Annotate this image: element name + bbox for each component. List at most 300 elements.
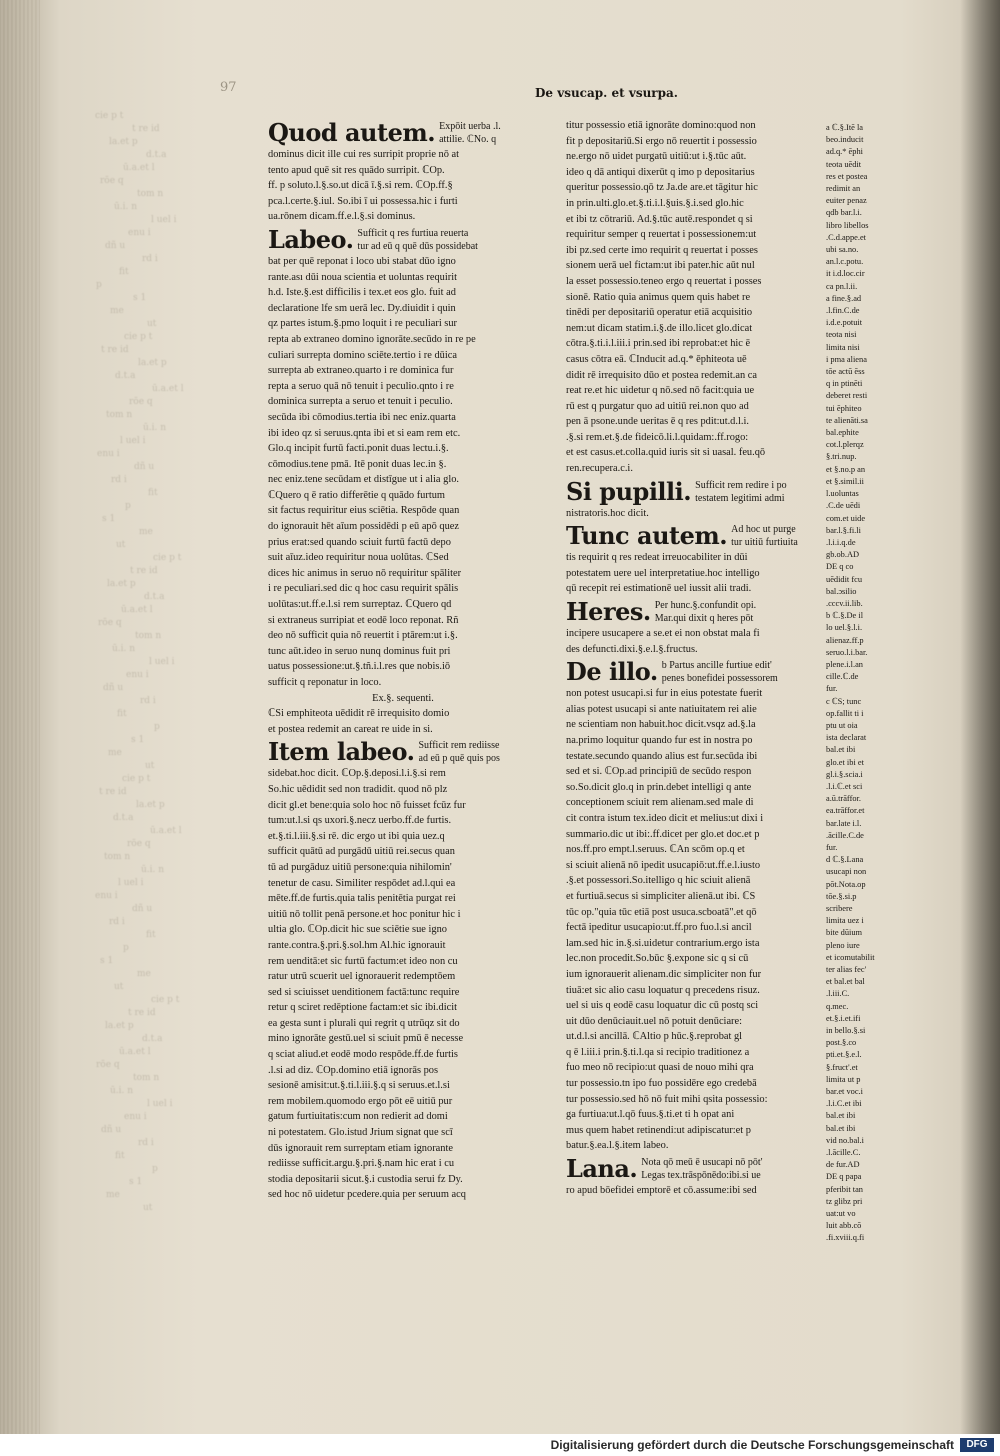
text-line: sionem uerā uel fictam:ut ibi pater.hic aūt nul: [566, 260, 755, 272]
text-line: summario.dic ut ibi:.ff.dicet per glo.et doc.et p: [566, 828, 760, 840]
bleed-line: dñ u: [134, 462, 155, 472]
bleed-line: l uel i: [118, 878, 144, 888]
text-line: rediisse sufficit.argu.§.pri.§.nam hic erat i cu: [268, 1158, 455, 1170]
text-block: [566, 1183, 816, 1199]
text-line: euiter penaz: [826, 196, 867, 206]
bleed-line: ut: [147, 319, 157, 329]
text-line: .ācille.C.de: [826, 830, 864, 840]
text-line: potestatem uere uel interpretatiue.hoc intelligo: [566, 567, 760, 579]
text-line: op.fallit ti i: [826, 708, 864, 718]
bleed-line: l uel i: [120, 436, 146, 446]
text-line: cille.ℂ.de: [826, 672, 859, 682]
text-line: deo nō sufficit quia nō reuertit i ptārem:ut i.§.: [268, 630, 458, 642]
text-line: fur.: [826, 842, 838, 852]
text-line: et furtiuā.secus si simpliciter alienā.ut ibi. ℂS: [566, 890, 756, 902]
text-block: [268, 254, 538, 691]
text-line: tenetur de casu. Similiter respōdet ad.l.qui ea: [268, 877, 456, 889]
text-line: declaratione lfe sm uerā lec. Dy.diuidit i quin: [268, 302, 456, 314]
text-line: rem uenditā:et sic furtū factum:et ideo non cu: [268, 955, 458, 967]
lemma-word: Si pupilli.: [566, 476, 692, 506]
bleed-line: s 1: [131, 735, 145, 745]
lemma-side: [357, 227, 478, 253]
text-line: a ℂ.§.Itē la: [826, 123, 864, 132]
text-line: ideo q dā antiqui dixerūt q imo p depositarius: [566, 166, 755, 178]
text-line: Ad hoc ut purge: [731, 524, 796, 536]
text-line: ultia glo. ℂOp.dicit hic sue sciētie sue igno: [268, 924, 447, 936]
bleed-line: d.t.a: [115, 371, 136, 381]
text-line: ptu ut oia: [826, 720, 858, 730]
text-line: gatum furtiuitatis:cum non redierit ad domi: [268, 1111, 448, 1123]
text-line: culiari surrepta domino sciēte.tertio i re dūica: [268, 349, 457, 361]
text-line: pti.et.§.e.l.: [826, 1050, 862, 1060]
text-line: d ℂ.§.Lana: [826, 855, 864, 865]
text-line: gb.ob.AD: [826, 550, 860, 560]
text-line: .l.iii.C.: [826, 989, 850, 999]
text-line: mēte.ff.de furtis.quia talis penitētia purgat rei: [268, 893, 456, 905]
text-line: alienaz.ff.p: [826, 635, 864, 645]
text-line: do ignorauit hēt aīum possidēdi p eū apō quez: [268, 521, 460, 533]
text-line: suit aīuz.ideo requiritur noua uolūtas. ℂSed: [268, 552, 449, 564]
text-line: ro apud bōefidei emptorē et cō.assume:ibi sed: [566, 1185, 757, 1197]
bleed-line: me: [106, 1190, 120, 1200]
text-line: testate.secundo quando alius est fur.secūda ibi: [566, 750, 758, 762]
text-line: .C.de uēdi: [826, 501, 861, 511]
text-line: fuo meo nō recipio:ut quasi de nouo mihi qra: [566, 1062, 754, 1074]
text-line: bar.late i.l.: [826, 818, 862, 828]
bleed-line: p: [96, 280, 102, 290]
bleed-line: cie p t: [122, 774, 151, 784]
bleed-line: fit: [146, 930, 156, 940]
running-title: De vsucap. et vsurpa.: [535, 86, 678, 100]
bleed-line: p: [123, 943, 129, 953]
bleed-line: l uel i: [149, 657, 175, 667]
text-line: so.So.dicit glo.q in prin.debet intelligi q ante: [566, 781, 752, 793]
text-line: luit abb.cō: [826, 1221, 862, 1231]
bleed-line: fit: [119, 267, 129, 277]
text-line: deberet resti: [826, 391, 868, 401]
text-line: tur ad eū q quē dūs possidebat: [357, 240, 478, 252]
text-line: secūda ibi cōmodius.tertia ibi nec eniz.quarta: [268, 411, 456, 423]
text-line: tiuā:et sic alio casu loquatur q precedens risuz.: [566, 984, 760, 996]
text-line: Legas tex.trāspōnēdo:ibi.si ue: [641, 1170, 761, 1182]
text-line: ea.trāffor.et: [826, 806, 865, 816]
lemma-side: [419, 739, 500, 765]
text-line: qdb bar.l.i.: [826, 208, 862, 218]
lemma-side: [655, 599, 756, 625]
text-line: §.fruct'.et: [826, 1062, 858, 1072]
bleed-line: ū.i. n: [112, 644, 136, 654]
text-line: et icomutabilit: [826, 952, 875, 962]
bleed-line: ut: [145, 761, 155, 771]
text-line: seruo.l.i.bar.: [826, 647, 868, 657]
text-line: didit rē irrequisito dūo et postea redemit.an ca: [566, 369, 758, 381]
lemma-side: [662, 659, 778, 685]
text-line: tz glibz pri: [826, 1196, 863, 1206]
bleed-line: d.t.a: [146, 150, 167, 160]
text-line: cōtra.§.ti.i.l.iii.i prin.sed ibi reprobat:et hic ē: [566, 338, 751, 350]
text-line: ℂQuero q ē ratio differētie q quādo furtum: [268, 489, 446, 501]
text-line: h.d. Iste.§.est difficilis i tex.et eos glo. fuit ad: [268, 287, 456, 299]
bleed-line: dñ u: [105, 241, 126, 251]
bleed-line: la.et p: [136, 800, 165, 810]
text-line: Nota qō meū ē usucapi nō pōt': [641, 1157, 763, 1169]
bleed-line: ut: [143, 1203, 153, 1213]
text-line: rante.contra.§.pri.§.sol.hm Al.hic ignorauit: [268, 939, 446, 951]
text-line: uatus possessione:ut.§.tñ.i.l.res que nobis.iō: [268, 661, 451, 673]
text-line: Mar.qui dixit q heres pōt: [654, 613, 754, 625]
lemma-tunc-autem: [566, 523, 816, 549]
text-line: b Partus ancille furtiue edit': [661, 660, 772, 672]
text-block: [566, 118, 816, 477]
text-line: ter alias fec': [826, 965, 867, 975]
text-line: ibi pz.sed certe imo requirit q reuertat i posses: [566, 244, 758, 256]
text-line: bat per quē reponat i loco ubi stabat dūo igno: [268, 255, 456, 267]
text-line: bal.ɔsilio: [826, 586, 857, 596]
text-line: bal.et ibi: [826, 745, 856, 755]
text-line: limita ut p: [826, 1074, 861, 1084]
text-line: §.tri.nup.: [826, 452, 857, 462]
bleed-line: cie p t: [153, 553, 182, 563]
text-line: fur.: [826, 684, 838, 694]
lemma-heres: [566, 599, 816, 625]
bleed-line: p: [125, 501, 131, 511]
bleed-line: la.et p: [105, 1021, 134, 1031]
bleed-line: rd i: [142, 254, 158, 264]
text-line: sionē. Ratio quia animus quem quis habet re: [566, 291, 751, 303]
bleed-line: me: [108, 748, 122, 758]
bleed-line: d.t.a: [142, 1034, 163, 1044]
bleed-line: s 1: [133, 293, 147, 303]
text-line: ℂSi emphiteota uēdidit rē irrequisito domio: [268, 708, 450, 720]
bleed-line: s 1: [129, 1177, 143, 1187]
text-block: [268, 766, 538, 1203]
bleed-line: tom n: [133, 1073, 160, 1083]
text-line: .l.si ad diz. ℂOp.domino etiā ignorās pos: [268, 1064, 439, 1076]
text-line: alias potest usucapi si ante natiuitatem rei alie: [566, 703, 757, 715]
marginal-gloss-column: [826, 122, 888, 1245]
text-line: .§.si rem.et.§.de fideicō.li.l.quidam:.ff.rogo:: [566, 431, 749, 443]
bleed-line: tom n: [106, 410, 133, 420]
lemma-word: Quod autem.: [268, 118, 436, 147]
text-line: .l.i.C.et ibi: [826, 1099, 862, 1109]
text-line: cit contra istum tex.ideo dicit et melius:ut dixi i: [566, 812, 764, 824]
text-line: com.et uide: [826, 513, 866, 523]
text-line: ium ignorauerit alienam.dic simpliciter non fur: [566, 968, 762, 980]
text-line: qū recepit rei estimationē uel iussit alii tradi.: [566, 583, 752, 595]
text-line: sed et si. ℂOp.ad principiū de secūdo respon: [566, 766, 752, 778]
bleed-line: ū.i. n: [143, 423, 167, 433]
text-line: tū ad purgāduz uitiū persone:quia nihilomin': [268, 861, 452, 873]
bleed-line: ū.a.et l: [121, 605, 153, 615]
bleed-line: enu i: [97, 449, 120, 459]
bleed-line: fit: [117, 709, 127, 719]
text-line: casus cōtra eā. ℂInducit ad.q.* ēphiteota uē: [566, 353, 747, 365]
bleed-line: t re id: [101, 345, 129, 355]
bleed-line: t re id: [99, 787, 127, 797]
bleed-line: dñ u: [132, 904, 153, 914]
lemma-word: Tunc autem.: [566, 521, 728, 551]
text-line: uat:ut vo: [826, 1209, 856, 1219]
text-line: .l.ācille.C.: [826, 1148, 861, 1158]
bleed-line: rōe q: [127, 839, 151, 849]
text-line: dices hic animus in seruo nō requiritur spāliter: [268, 567, 462, 579]
text-line: tur uitiū furtiuita: [731, 537, 798, 549]
bleed-line: p: [154, 722, 160, 732]
text-line: plene.i.l.an: [826, 659, 863, 669]
bleed-line: cie p t: [124, 332, 153, 342]
lemma-word: Labeo.: [268, 224, 354, 254]
bleed-line: me: [139, 527, 153, 537]
text-line: So.hic uēdidit sed non tradidit. quod nō plz: [268, 783, 448, 795]
bleed-line: enu i: [128, 228, 151, 238]
text-line: de fur.AD: [826, 1160, 860, 1170]
text-line: te alienāti.sa: [826, 415, 868, 425]
bleed-line: la.et p: [138, 358, 167, 368]
text-line: lam.sed hic in.§.si.uidetur contrarium.ergo ista: [566, 937, 760, 949]
text-line: pca.l.certe.§.iul. So.ibi ī ui possessa.hic i furti: [268, 195, 458, 207]
text-line: nem:ut dicam statim.i.§.de illo.licet glo.dicat: [566, 322, 753, 334]
text-line: queritur possessio.qō tz Ja.de are.et tāgitur hic: [566, 182, 758, 194]
footer-bar: [0, 1434, 1000, 1456]
text-line: tis requirit q res redeat irreuocabiliter in dūi: [566, 552, 748, 564]
text-line: des defuncti.dixi.§.e.l.§.fructus.: [566, 643, 698, 655]
text-line: ua.rōnem dicam.ff.e.l.§.si dominus.: [268, 211, 416, 223]
bleed-line: ū.a.et l: [152, 384, 184, 394]
lemma-side: [695, 479, 786, 505]
text-line: incipere usucapere a se.et ei non obstat mala fi: [566, 628, 760, 640]
text-line: ut.d.l.si ancillā. ℂAltio p hūc.§.reprobat gl: [566, 1031, 743, 1043]
text-line: q ē l.iii.i prin.§.ti.l.qa si recipio traditionez a: [566, 1046, 750, 1058]
text-line: requiritur semper q reuertat i possessionem:ut: [566, 229, 757, 241]
text-line: qz partes istum.§.pmo loquit i re peculiari sur: [268, 318, 458, 330]
text-line: ad.q.* ēphi: [826, 147, 863, 157]
text-line: Sufficit rem redire i po: [695, 479, 787, 491]
text-line: uit dūo denūciauit.uel nō potuit denūciare:: [566, 1015, 743, 1027]
bleed-line: rd i: [140, 696, 156, 706]
text-line: nec eniz.tene secūdam et distīgue ut i alia glo.: [268, 474, 460, 486]
text-line: la esset possessio.teneo ergo q reuertat i posses: [566, 275, 762, 287]
text-block: [566, 550, 816, 597]
text-line: .C.d.appe.et: [826, 232, 867, 242]
text-line: ff. p soluto.l.§.so.ut dicā ī.§.si rem. ℂOp.ff.§: [268, 180, 453, 192]
text-line: repta a seruo quā nō tenuit i peculio.qnto i re: [268, 380, 454, 392]
text-line: an.l.c.potu.: [826, 257, 864, 267]
page-edge: [0, 0, 40, 1456]
text-line: na.primo loquitur quando fur est in nostra po: [566, 735, 753, 746]
text-line: uēdidit fcu: [826, 574, 863, 584]
text-line: dūs ignorauit rem surreptam etiam ignorante: [268, 1142, 453, 1154]
bleed-line: rōe q: [96, 1060, 120, 1070]
text-line: post.§.co: [826, 1038, 857, 1048]
text-line: uitiū nō tollit penā persone.et hoc ponitur hic i: [268, 908, 461, 920]
bleed-line: d.t.a: [144, 592, 165, 602]
text-block: [268, 706, 538, 737]
lemma-item-labeo: [268, 739, 538, 765]
text-block: [566, 626, 816, 657]
text-line: .cccv.ii.lib.: [826, 598, 863, 608]
text-line: dominica surrepta a seruo et tenuit i peculio.: [268, 396, 453, 408]
text-line: b ℂ.§.De il: [826, 611, 864, 621]
bleed-line: la.et p: [109, 137, 138, 147]
text-line: .l.i.i.q.de: [826, 537, 856, 547]
text-line: q.mec.: [826, 1001, 849, 1011]
text-line: scribere: [826, 904, 853, 913]
lemma-lana: [566, 1156, 816, 1182]
lemma-quod-autem: [268, 120, 538, 146]
text-line: sesionē amisit:ut.§.ti.l.iii.§.q si seruus.et.l.si: [268, 1080, 450, 1092]
text-line: ne.ergo nō uidet purgatū uitiū:ut i.§.tūc aūt.: [566, 151, 747, 163]
text-line: bar.l.§.fi.li: [826, 525, 861, 535]
lemma-side: [641, 1156, 762, 1182]
text-line: nistratoris.hoc dicit.: [566, 507, 649, 519]
bleed-line: p: [152, 1164, 158, 1174]
text-line: tur possessio.sed hō nō fuit mihi qsita possessio:: [566, 1093, 768, 1105]
lemma-side: [439, 120, 501, 146]
text-line: uel si uis q eodē casu loquatur dic cū postq sci: [566, 1000, 759, 1012]
text-line: beo.inducit: [826, 135, 864, 145]
text-line: si sciuit alienā nō ipedit usucapiō:ut.ff.e.l.iusto: [566, 859, 761, 871]
bleed-line: rōe q: [129, 397, 153, 407]
bleed-line: t re id: [132, 124, 160, 134]
bleed-line: ū.a.et l: [150, 826, 182, 836]
text-line: lo uel.§.l.i.: [826, 623, 863, 633]
text-line: surrepta ab extraneo.quarto i re dominica fur: [268, 365, 454, 377]
lemma-de-illo: [566, 659, 816, 685]
text-line: i pma aliena: [826, 354, 867, 364]
bleed-line: ū.a.et l: [123, 163, 155, 173]
bleed-line: ū.i. n: [110, 1086, 134, 1096]
text-line: cot.l.plerqz: [826, 440, 864, 450]
text-line: et postea redemit an careat re uide in si.: [268, 723, 433, 735]
text-line: titur possessio etiā ignorāte domino:quod non: [566, 120, 756, 131]
bleed-line: dñ u: [103, 683, 124, 693]
text-line: tōe actū ēss: [826, 367, 865, 377]
text-line: tui ēphiteo: [826, 403, 862, 413]
bleed-line: rōe q: [98, 618, 122, 628]
bleed-line: ut: [116, 540, 126, 550]
text-line: tūc op."quia tūc etiā post usuca.scboatā".et qō: [566, 906, 757, 918]
bleed-line: l uel i: [151, 215, 177, 225]
text-line: .l.fin.C.de: [826, 306, 860, 316]
text-line: attilie. ℂNo. q: [439, 134, 497, 145]
bleed-line: t re id: [130, 566, 158, 576]
lemma-labeo: [268, 224, 538, 254]
text-line: ca pn.l.ii.: [826, 281, 858, 291]
text-line: cōmodius.tene pmā. Itē ponit duas lec.in §.: [268, 458, 447, 470]
text-line: bal.et ibi: [826, 1123, 856, 1133]
text-block: [566, 686, 816, 1154]
text-line: et ibi tz cōtrariū. Ad.§.tūc autē.respondet q si: [566, 213, 753, 225]
text-line: res et postea: [826, 171, 868, 181]
text-line: sufficit quātū ad purgādū uitiū rei.secus quan: [268, 846, 455, 858]
text-line: DE q papa: [826, 1172, 862, 1182]
text-line: q in ptinēti: [826, 379, 863, 389]
text-line: Sufficit rem rediisse: [418, 740, 500, 752]
bleed-line: rd i: [109, 917, 125, 927]
text-line: ibi ideo qz si seruus.qnta ibi et si eam rem etc.: [268, 427, 461, 439]
text-line: nos.ff.pro empt.l.seruus. ℂAn scōm op.q et: [566, 844, 745, 856]
text-line: pōt.Nota.op: [826, 879, 866, 889]
text-line: i.d.e.potuit: [826, 318, 863, 328]
text-line: libro libellos: [826, 220, 869, 230]
text-line: mino ignorāte gestū.uel si sciuit pmū ē necesse: [268, 1033, 464, 1045]
text-line: glo.et ibi et: [826, 757, 864, 767]
subheading: Ex.§. sequenti.: [372, 692, 434, 704]
lemma-word: De illo.: [566, 657, 658, 687]
text-block: [566, 506, 816, 522]
text-line: Glo.q incipit furtū facti.ponit duas lectu.i.§.: [268, 443, 449, 455]
text-line: et bal.et bal: [826, 977, 865, 987]
text-line: DE q co: [826, 562, 854, 572]
bleed-line: l uel i: [147, 1099, 173, 1109]
text-line: c ℂS; tunc: [826, 696, 862, 706]
bleed-line: enu i: [95, 891, 118, 901]
text-line: stodia depositarii sicut.§.i custodia serui fz Dy.: [268, 1173, 463, 1185]
text-line: ea gesta sunt i plurali qui regrit q utrūqz sit do: [268, 1017, 460, 1029]
text-line: et §.no.p an: [826, 464, 866, 474]
text-line: rem mobilem.quomodo ergo pōt eē uitiū pur: [268, 1095, 453, 1107]
text-line: bar.et voc.i: [826, 1087, 863, 1097]
bleed-line: la.et p: [107, 579, 136, 589]
text-line: batur.§.ea.l.§.item labeo.: [566, 1140, 669, 1152]
text-line: ad eū p quē quis pos: [418, 753, 500, 765]
bleed-line: dñ u: [101, 1125, 122, 1135]
text-line: non potest usucapi.si fur in eius potestate fuerit: [566, 688, 763, 700]
text-line: limita uez i: [826, 916, 864, 926]
bleed-line: tom n: [137, 189, 164, 199]
text-line: ni potestatem. Glo.istud Jrium signat que scī: [268, 1127, 453, 1139]
bleed-line: ū.i. n: [141, 865, 165, 875]
text-line: conceptionem sciuit rem alienam.sed male di: [566, 797, 754, 809]
text-line: et.§.i.et.ifi: [826, 1013, 861, 1023]
bleed-line: rd i: [111, 475, 127, 485]
bleed-line: cie p t: [151, 995, 180, 1005]
text-line: pleno iure: [826, 940, 860, 950]
text-line: usucapi non: [826, 867, 867, 877]
bleed-line: tom n: [104, 852, 131, 862]
text-line: et est casus.et.colla.quid iuris sit si uasal. feu.qō: [566, 447, 766, 459]
text-line: sidebat.hoc dicit. ℂOp.§.deposi.l.i.§.si rem: [268, 768, 446, 780]
text-line: teota uēdit: [826, 159, 862, 169]
bleed-line: d.t.a: [113, 813, 134, 823]
text-line: .fi.xviii.q.fi: [826, 1233, 865, 1243]
lemma-word: Lana.: [566, 1154, 638, 1184]
bleed-line: fit: [115, 1151, 125, 1161]
text-line: Expōit uerba .l.: [439, 121, 501, 132]
bleed-line: cie p t: [95, 111, 124, 121]
text-line: tōe.§.si.p: [826, 891, 857, 901]
text-line: uolūtas:ut.ff.e.l.si rem surreptaz. ℂQuero qd: [268, 599, 452, 611]
text-line: ren.recupera.c.i.: [566, 463, 633, 475]
bleed-line: rōe q: [100, 176, 124, 186]
text-line: bite dūium: [826, 928, 863, 938]
text-line: penes bonefidei possessorem: [661, 673, 778, 685]
text-block: [268, 147, 538, 225]
lemma-si-pupilli: [566, 476, 816, 506]
text-line: ratur utrū scuerit uel ignorauerit redemptōem: [268, 971, 456, 983]
text-line: redimit an: [826, 184, 861, 194]
bleed-line: t re id: [128, 1008, 156, 1018]
text-line: bal.ephite: [826, 428, 859, 438]
bleed-line: enu i: [124, 1112, 147, 1122]
text-line: sufficit q reponatur in loco.: [268, 677, 382, 688]
lemma-side: [731, 523, 798, 549]
text-line: a.ū.trāffor.: [826, 794, 861, 804]
bleed-line: ut: [114, 982, 124, 992]
bleed-through-text: [95, 110, 215, 1220]
text-line: lec.non procedit.So.būc §.expone sic q si cū: [566, 953, 749, 965]
text-line: retur q sciret redēptione factam:et sic ibi.dicit: [268, 1002, 457, 1014]
